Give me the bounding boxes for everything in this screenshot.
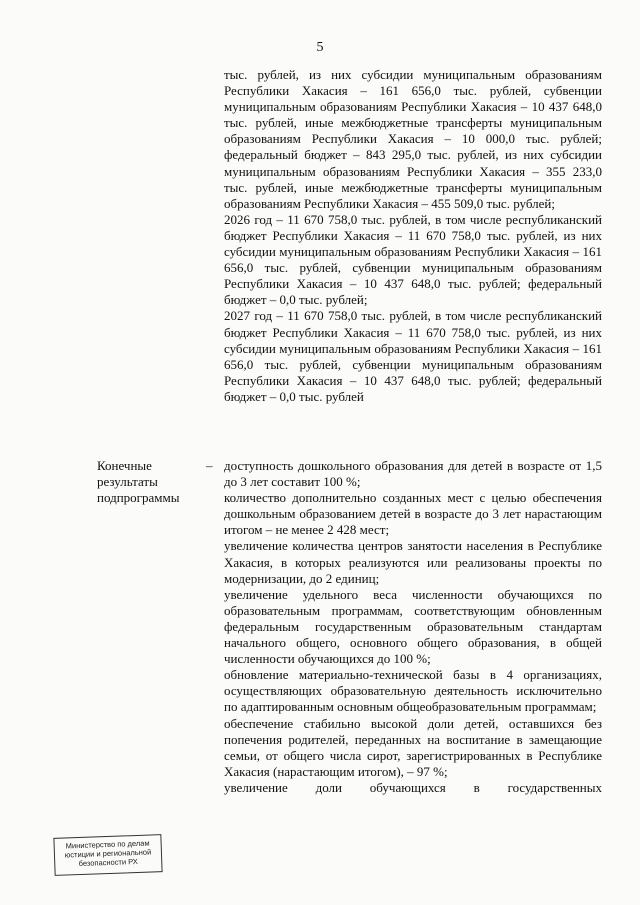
results-list (224, 458, 602, 796)
results-label-line: результаты (97, 474, 158, 489)
result-item: обновление материально-технической базы в 4 организациях, осуществляющих образовательную деятельность исключительно по адаптированным основным общеобразовательным программам; (224, 667, 602, 715)
stamp-line: Министерство по делам (65, 838, 150, 851)
stamp-line: безопасности РХ (78, 856, 138, 869)
results-label-line: Конечные (97, 458, 152, 473)
ministry-stamp (53, 834, 162, 876)
results-dash: – (206, 458, 213, 473)
result-item: увеличение удельного веса численности обучающихся по образовательным программам, соответствующим обновленным федеральным государственным образовательным стандартам начального общего, основного общего образования, в общей численности обучающихся до 100 %; (224, 586, 602, 667)
funding-paragraph: тыс. рублей, из них субсидии муниципальным образованиям Республики Хакасия – 161 656,0 тыс. рублей, субвенции муниципальным образованиям Республики Хакасия – 10 437 648,0 тыс. рублей, иные межбюджетные трансферты муниципальным образованиям Республики Хакасия – 10 000,0 тыс. рублей; федеральный бюджет – 843 295,0 тыс. рублей, из них субсидии муниципальным образованиям Республики Хакасия – 355 233,0 тыс. рублей, иные межбюджетные трансферты муниципальным образованиям Республики Хакасия – 455 509,0 тыс. рублей; (224, 67, 602, 211)
result-item: обеспечение стабильно высокой доли детей, оставшихся без попечения родителей, переданных на воспитание в замещающие семьи, от общего числа сирот, зарегистрированных в Республике Хакасия (нарастающим итогом), – 97 %; (224, 715, 602, 779)
funding-paragraph-2027: 2027 год – 11 670 758,0 тыс. рублей, в том числе республиканский бюджет Республики Хакасия – 11 670 758,0 тыс. рублей, из них субсидии муниципальным образованиям Республики Хакасия – 161 656,0 тыс. рублей, субвенции муниципальным образованиям Республики Хакасия – 10 437 648,0 тыс. рублей; федеральный бюджет – 0,0 тыс. рублей (224, 308, 602, 404)
results-label-line: подпрограммы (97, 490, 180, 505)
results-label (97, 458, 197, 506)
page-number: 5 (316, 40, 324, 55)
result-item: доступность дошкольного образования для детей в возрасте от 1,5 до 3 лет составит 100 %; (224, 458, 602, 490)
result-item: увеличение доли обучающихся в государственных (224, 779, 602, 795)
stamp-line: юстиции и региональной (64, 847, 152, 860)
funding-text-block (224, 67, 602, 405)
result-item: увеличение количества центров занятости населения в Республике Хакасия, в которых реализуются или реализованы проекты по модернизации, до 2 единиц; (224, 538, 602, 586)
result-item: количество дополнительно созданных мест с целью обеспечения дошкольным образованием детей в возрасте до 3 лет нарастающим итогом – не менее 2 428 мест; (224, 490, 602, 538)
funding-paragraph-2026: 2026 год – 11 670 758,0 тыс. рублей, в том числе республиканский бюджет Республики Хакасия – 11 670 758,0 тыс. рублей, из них субсидии муниципальным образованиям Республики Хакасия – 161 656,0 тыс. рублей, субвенции муниципальным образованиям Республики Хакасия – 10 437 648,0 тыс. рублей; федеральный бюджет – 0,0 тыс. рублей; (224, 211, 602, 308)
